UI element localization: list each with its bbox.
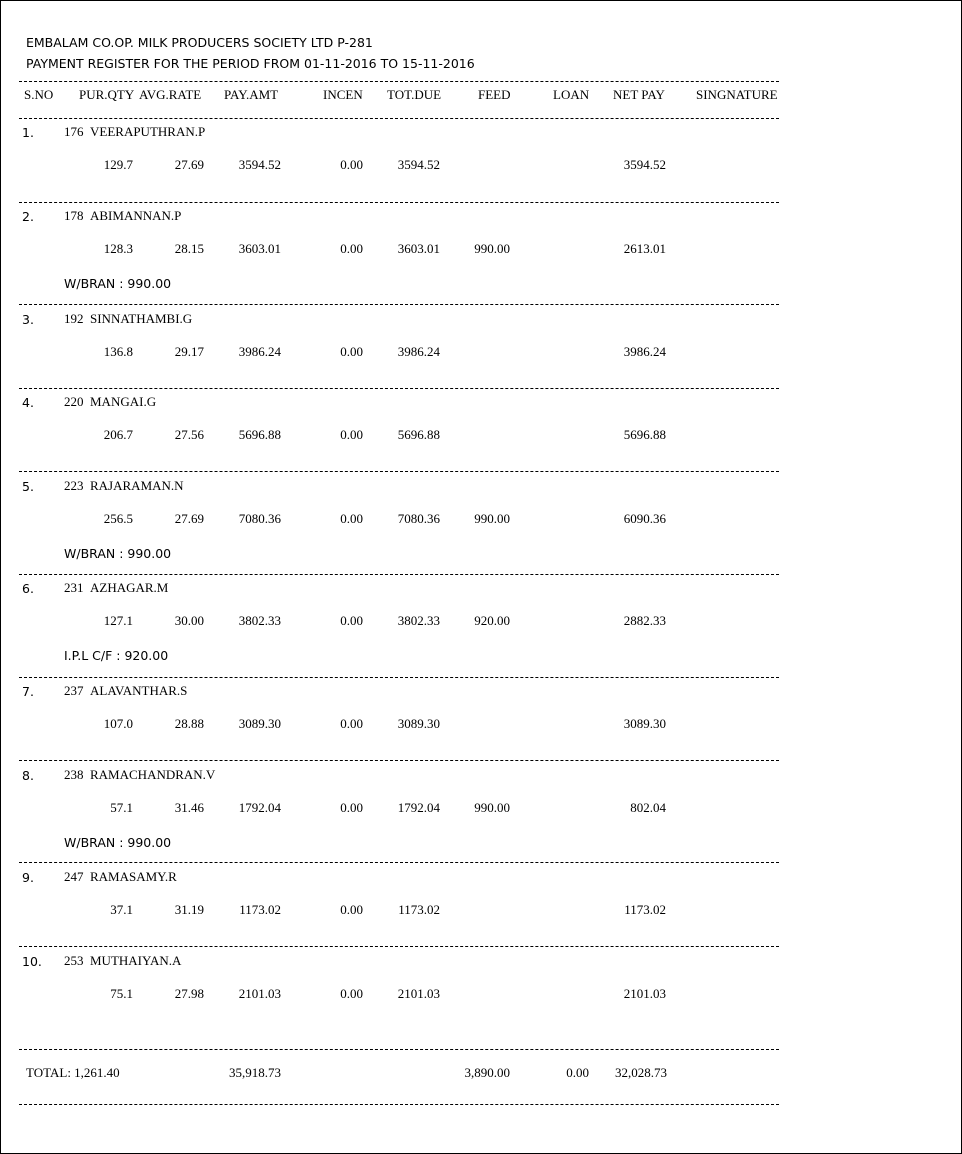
row-tot-due: 3986.24 [397,344,440,359]
col-loan: LOAN [553,87,590,102]
row-pur-qty: 107.0 [103,716,133,731]
total-pay-amt: 35,918.73 [229,1065,281,1080]
row-net-pay: 5696.88 [623,427,666,442]
row-net-pay: 802.04 [630,800,666,815]
row-pay-amt: 7080.36 [238,511,281,526]
divider [19,1104,779,1105]
divider [19,304,779,305]
row-avg-rate: 31.19 [174,902,204,917]
row-avg-rate: 30.00 [174,613,204,628]
total-feed: 3,890.00 [464,1065,510,1080]
row-incen: 0.00 [340,511,363,526]
row-avg-rate: 27.98 [174,986,204,1001]
divider [19,471,779,472]
row-avg-rate: 31.46 [174,800,204,815]
deduction-note: W/BRAN : 990.00 [64,276,172,291]
row-incen: 0.00 [340,241,363,256]
col-sno: S.NO [24,87,54,102]
row-pur-qty: 75.1 [110,986,133,1001]
row-incen: 0.00 [340,986,363,1001]
row-pay-amt: 3986.24 [238,344,281,359]
row-sno: 5. [22,479,34,494]
row-tot-due: 1792.04 [397,800,440,815]
row-feed: 990.00 [474,241,510,256]
row-net-pay: 2101.03 [623,986,666,1001]
row-tot-due: 3594.52 [397,157,440,172]
col-incen: INCEN [323,87,363,102]
col-pay-amt: PAY.AMT [224,87,279,102]
col-pur-qty: PUR.QTY [79,87,135,102]
row-incen: 0.00 [340,716,363,731]
divider [19,946,779,947]
member-code: 247 [64,869,84,884]
row-incen: 0.00 [340,800,363,815]
member-name: VEERAPUTHRAN.P [90,124,206,139]
row-incen: 0.00 [340,344,363,359]
row-avg-rate: 27.69 [174,511,204,526]
row-net-pay: 2613.01 [623,241,666,256]
row-avg-rate: 28.15 [174,241,204,256]
row-incen: 0.00 [340,902,363,917]
col-feed: FEED [478,87,511,102]
row-pay-amt: 3603.01 [238,241,281,256]
total-net-pay: 32,028.73 [615,1065,667,1080]
col-signature: SINGNATURE [696,87,778,102]
member-code: 220 [64,394,84,409]
row-tot-due: 5696.88 [397,427,440,442]
row-pay-amt: 1792.04 [238,800,281,815]
row-pur-qty: 127.1 [103,613,133,628]
row-pur-qty: 136.8 [103,344,133,359]
member-code: 238 [64,767,84,782]
row-avg-rate: 27.56 [174,427,204,442]
divider [19,202,779,203]
row-feed: 920.00 [474,613,510,628]
member-code: 237 [64,683,84,698]
member-code: 176 [64,124,84,139]
member-name: ALAVANTHAR.S [90,683,188,698]
row-pur-qty: 128.3 [103,241,133,256]
member-name: SINNATHAMBI.G [90,311,193,326]
member-name: RAMACHANDRAN.V [90,767,216,782]
row-tot-due: 3603.01 [397,241,440,256]
society-title: EMBALAM CO.OP. MILK PRODUCERS SOCIETY LTD P-281 [26,35,373,50]
divider [19,388,779,389]
row-pur-qty: 206.7 [103,427,133,442]
member-code: 231 [64,580,84,595]
row-tot-due: 3802.33 [397,613,440,628]
col-net-pay: NET PAY [613,87,665,102]
divider [19,81,779,82]
row-sno: 2. [22,209,34,224]
deduction-note: W/BRAN : 990.00 [64,835,172,850]
row-tot-due: 3089.30 [397,716,440,731]
row-sno: 6. [22,581,34,596]
divider [19,760,779,761]
total-loan: 0.00 [566,1065,589,1080]
row-net-pay: 6090.36 [623,511,666,526]
row-feed: 990.00 [474,511,510,526]
row-pur-qty: 129.7 [103,157,133,172]
deduction-note: W/BRAN : 990.00 [64,546,172,561]
col-tot-due: TOT.DUE [387,87,442,102]
member-name: MANGAI.G [90,394,157,409]
row-sno: 9. [22,870,34,885]
row-net-pay: 1173.02 [624,902,666,917]
row-sno: 1. [22,125,34,140]
period-title: PAYMENT REGISTER FOR THE PERIOD FROM 01-11-2016 TO 15-11-2016 [26,56,475,71]
col-avg-rate: AVG.RATE [139,87,202,102]
row-pur-qty: 256.5 [103,511,133,526]
row-pay-amt: 2101.03 [238,986,281,1001]
row-tot-due: 7080.36 [397,511,440,526]
row-tot-due: 2101.03 [397,986,440,1001]
row-pay-amt: 3089.30 [238,716,281,731]
row-sno: 3. [22,312,34,327]
row-sno: 10. [22,954,42,969]
row-tot-due: 1173.02 [398,902,440,917]
row-avg-rate: 28.88 [174,716,204,731]
row-net-pay: 3986.24 [623,344,666,359]
row-incen: 0.00 [340,157,363,172]
divider [19,118,779,119]
row-pay-amt: 1173.02 [239,902,281,917]
row-sno: 7. [22,684,34,699]
row-pur-qty: 37.1 [110,902,133,917]
row-incen: 0.00 [340,427,363,442]
row-avg-rate: 27.69 [174,157,204,172]
row-pay-amt: 5696.88 [238,427,281,442]
member-name: RAMASAMY.R [90,869,177,884]
member-name: AZHAGAR.M [90,580,169,595]
member-name: RAJARAMAN.N [90,478,184,493]
divider [19,1049,779,1050]
row-pay-amt: 3594.52 [238,157,281,172]
row-net-pay: 2882.33 [623,613,666,628]
member-code: 178 [64,208,84,223]
row-net-pay: 3594.52 [623,157,666,172]
member-name: MUTHAIYAN.A [90,953,182,968]
row-pay-amt: 3802.33 [238,613,281,628]
member-code: 192 [64,311,84,326]
row-sno: 4. [22,395,34,410]
total-label: TOTAL: 1,261.40 [26,1065,120,1080]
divider [19,677,779,678]
member-code: 223 [64,478,84,493]
row-pur-qty: 57.1 [110,800,133,815]
row-sno: 8. [22,768,34,783]
row-incen: 0.00 [340,613,363,628]
divider [19,574,779,575]
member-code: 253 [64,953,84,968]
member-name: ABIMANNAN.P [90,208,182,223]
divider [19,862,779,863]
row-feed: 990.00 [474,800,510,815]
deduction-note: I.P.L C/F : 920.00 [64,648,169,663]
row-avg-rate: 29.17 [174,344,204,359]
row-net-pay: 3089.30 [623,716,666,731]
